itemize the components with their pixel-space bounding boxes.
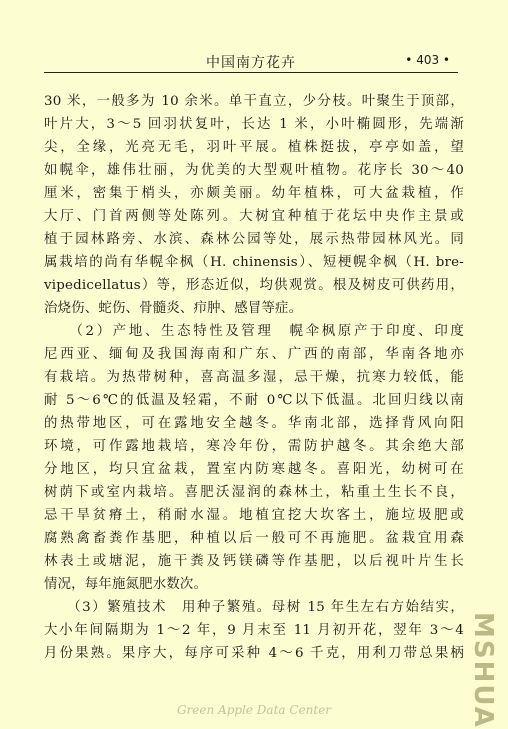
text-line: 植于园林路旁、水滨、森林公园等处，展示热带园林风光。同 — [44, 232, 464, 247]
text-line: 治烧伤、蛇伤、骨髓炎、疖肿、感冒等症。 — [44, 301, 303, 316]
body-text — [44, 90, 464, 665]
header-rule — [44, 72, 458, 73]
text-line: 大厅、门首两侧等处陈列。大树宜种植于花坛中央作主景或 — [44, 209, 464, 224]
text-line: 叶片大，3～5 回羽状复叶，长达 1 米，小叶椭圆形，先端渐 — [44, 117, 464, 132]
side-watermark: MSHUA — [468, 612, 498, 729]
page-number: • 403 • — [405, 53, 450, 67]
text-line: 厘米，密集于梢头，亦颇美丽。幼年植株，可大盆栽植，作 — [44, 186, 464, 201]
text-line: 腐熟禽畜粪作基肥，种植以后一般可不再施肥。盆栽宜用森 — [44, 531, 464, 546]
text-line: 树荫下或室内栽培。喜肥沃湿润的森林土，粘重土生长不良， — [44, 485, 464, 500]
text-line: （2）产地、生态特性及管理 幌伞枫原产于印度、印度 — [44, 324, 464, 339]
footer-watermark: Green Apple Data Center — [176, 703, 332, 717]
text-line: 环境，可作露地栽培，寒冷年份，需防护越冬。其余绝大部 — [44, 439, 464, 454]
text-line: （3）繁殖技术 用种子繁殖。母树 15 年生左右方始结实， — [44, 600, 464, 615]
text-line: 有栽培。为热带树种，喜高温多湿，忌干燥，抗寒力较低，能 — [44, 370, 464, 385]
text-line: 的热带地区，可在露地安全越冬。华南北部，选择背风向阳 — [44, 416, 464, 431]
text-line: 属栽培的尚有华幌伞枫（H. chinensis）、短梗幌伞枫（H. bre- — [44, 255, 464, 270]
text-line: 大小年间隔期为 1～2 年，9 月末至 11 月初开花，翌年 3～4 — [44, 623, 464, 638]
text-line: 耐 5～6℃的低温及轻霜，不耐 0℃以下低温。北回归线以南 — [44, 393, 464, 408]
text-line: 月份果熟。果序大，每序可采种 4～6 千克，用利刀带总果柄 — [44, 646, 464, 661]
text-line: 尖，全缘，光亮无毛，羽叶平展。植株挺拔，亭亭如盖，望 — [44, 140, 464, 155]
text-line: 尼西亚、缅甸及我国海南和广东、广西的南部，华南各地亦 — [44, 347, 464, 362]
text-line: vipedicellatus）等，形态近似，均供观赏。根及树皮可供药用， — [44, 278, 464, 293]
text-line: 30 米，一般多为 10 余米。单干直立，少分枝。叶聚生于顶部， — [44, 94, 464, 109]
text-line: 忌干旱贫瘠土，稍耐水湿。地植宜挖大坎客土，施垃圾肥或 — [44, 508, 464, 523]
text-line: 林表土或塘泥，施干粪及钙镁磷等作基肥，以后视叶片生长 — [44, 554, 464, 569]
text-line: 分地区，均只宜盆栽，置室内防寒越冬。喜阳光，幼树可在 — [44, 462, 464, 477]
text-line: 情况，每年施氮肥水数次。 — [44, 577, 208, 592]
running-header — [44, 50, 458, 72]
book-title: 中国南方花卉 — [206, 55, 296, 71]
text-line: 如幌伞，雄伟壮丽，为优美的大型观叶植物。花序长 30～40 — [44, 163, 464, 178]
